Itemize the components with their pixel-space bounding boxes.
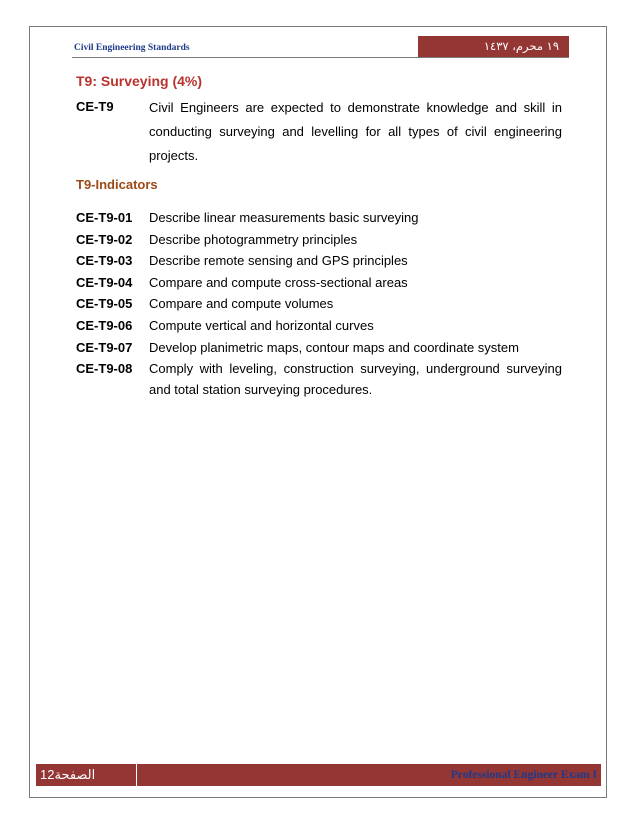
indicator-code: CE-T9-06 xyxy=(76,318,133,333)
indicator-code: CE-T9-03 xyxy=(76,253,133,268)
indicator-code: CE-T9-07 xyxy=(76,340,133,355)
indicator-text: Comply with leveling, construction surveying, underground surveying and total station surveying procedures. xyxy=(149,361,562,397)
indicator-text: Compute vertical and horizontal curves xyxy=(149,318,374,333)
indicator-code: CE-T9-05 xyxy=(76,296,133,311)
indicator-text: Compare and compute cross-sectional areas xyxy=(149,275,408,290)
page-number: الصفحة12 xyxy=(36,764,136,786)
section-title: T9: Surveying (4%) xyxy=(76,73,203,89)
header-title: Civil Engineering Standards xyxy=(74,43,190,53)
header-divider xyxy=(72,57,569,58)
indicator-code: CE-T9-08 xyxy=(76,361,133,376)
indicator-code: CE-T9-04 xyxy=(76,275,133,290)
indicator-text: Describe photogrammetry principles xyxy=(149,232,358,247)
section-description: Civil Engineers are expected to demonstrate knowledge and skill in conducting surveying and levelling for all types of civil engineering projects. xyxy=(149,100,562,163)
indicator-text: Describe remote sensing and GPS principles xyxy=(149,253,408,268)
indicator-text: Compare and compute volumes xyxy=(149,296,334,311)
indicator-text: Develop planimetric maps, contour maps and coordinate system xyxy=(149,340,519,355)
header-date: ١٩ محرم، ١٤٣٧ xyxy=(418,36,569,57)
section-code: CE-T9 xyxy=(76,99,114,114)
footer-title: Professional Engineer Exam I xyxy=(137,764,601,786)
indicator-text: Describe linear measurements basic surveying xyxy=(149,210,419,225)
indicator-code: CE-T9-02 xyxy=(76,232,133,247)
indicators-title: T9-Indicators xyxy=(76,177,158,192)
indicator-code: CE-T9-01 xyxy=(76,210,133,225)
